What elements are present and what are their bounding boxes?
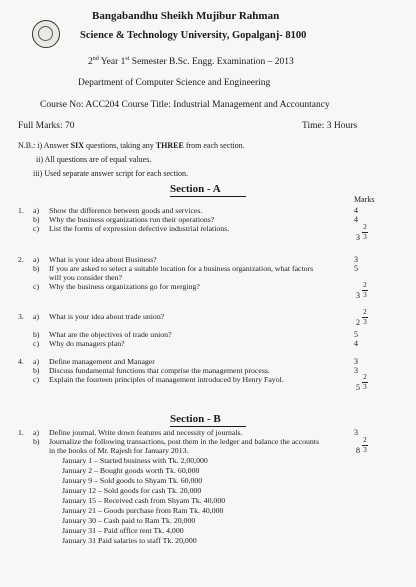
university-logo [32, 20, 60, 48]
transaction-item: January 21 – Goods purchase from Ram Tk. 40,000 [62, 506, 224, 515]
transaction-item: January 12 – Sold goods for cash Tk. 20,000 [62, 486, 202, 495]
section-b-underline [170, 426, 246, 427]
transaction-item: January 1 – Started business with Tk. 2,00,000 [62, 456, 208, 465]
mark-fraction: 2 3 [363, 281, 367, 299]
transaction-item: January 15 – Received cash from Shyam Tk. 40,000 [62, 496, 226, 505]
part-label: a) [33, 255, 40, 264]
section-b-title: Section - B [170, 413, 221, 425]
transaction-item: January 31 – Paid office rent Tk. 4,000 [62, 526, 184, 535]
mark-value: 3 [354, 255, 358, 264]
question-text: Define journal. Write down features and necessity of journals. [49, 428, 243, 437]
university-name-line1: Bangabandhu Sheikh Mujibur Rahman [92, 10, 280, 22]
question-number: 1. [18, 428, 24, 437]
part-label: b) [33, 215, 40, 224]
section-a-title: Section - A [170, 183, 221, 195]
exam-title: 2nd Year 1st Semester B.Sc. Engg. Examination – 2013 [88, 56, 294, 68]
mark-value: 4 [354, 206, 358, 215]
mark-whole: 3 [356, 233, 360, 242]
part-label: a) [33, 206, 40, 215]
note-1: N.B.: i) Answer SIX questions, taking any THREE from each section. [18, 141, 245, 150]
mark-value: 3 [354, 357, 358, 366]
question-text: What is your idea about Business? [49, 255, 157, 264]
part-label: c) [33, 224, 40, 233]
mark-value: 4 [354, 339, 358, 348]
mark-whole: 5 [356, 383, 360, 392]
mark-fraction: 2 3 [363, 436, 367, 454]
question-number: 3. [18, 312, 24, 321]
question-text: Show the difference between goods and services. [49, 206, 203, 215]
question-text-continued: will you consider then? [49, 273, 122, 282]
question-text: Define management and Manager [49, 357, 155, 366]
question-text: If you are asked to select a suitable location for a business organization, what factors [49, 264, 314, 273]
mark-whole: 2 [356, 318, 360, 327]
question-text: List the forms of expression defective industrial relations. [49, 224, 230, 233]
mark-fraction: 2 3 [363, 373, 367, 391]
part-label: b) [33, 330, 40, 339]
question-text: What is your idea about trade union? [49, 312, 165, 321]
question-number: 2. [18, 255, 24, 264]
part-label: b) [33, 366, 40, 375]
mark-value: 3 [354, 428, 358, 437]
part-label: a) [33, 357, 40, 366]
question-text: Explain the fourteen principles of management introduced by Henry Fayol. [49, 375, 284, 384]
mark-fraction: 2 3 [363, 308, 367, 326]
part-label: c) [33, 339, 40, 348]
transaction-item: January 2 – Bought goods worth Tk. 60,000 [62, 466, 200, 475]
marks-header: Marks [354, 195, 375, 204]
part-label: b) [33, 264, 40, 273]
transaction-item: January 31 Paid salaries to staff Tk. 20,000 [62, 536, 197, 545]
time-allowed: Time: 3 Hours [302, 121, 358, 131]
part-label: c) [33, 282, 40, 291]
mark-value: 3 [354, 366, 358, 375]
question-text: Journalize the following transactions, post them in the ledger and balance the accounts [49, 437, 319, 446]
transaction-item: January 30 – Cash paid to Ram Tk. 20,000 [62, 516, 196, 525]
section-a-underline [170, 196, 246, 197]
mark-fraction: 2 3 [363, 223, 367, 241]
question-number: 4. [18, 357, 24, 366]
question-text: Discuss fundamental functions that comprise the management process. [49, 366, 270, 375]
part-label: c) [33, 375, 40, 384]
part-label: a) [33, 428, 40, 437]
course-info: Course No: ACC204 Course Title: Industrial Management and Accountancy [40, 100, 330, 110]
mark-value: 5 [354, 264, 358, 273]
question-number: 1. [18, 206, 24, 215]
question-text: What are the objectives of trade union? [49, 330, 172, 339]
mark-value: 4 [354, 215, 358, 224]
university-name-line2: Science & Technology University, Gopalganj- 8100 [80, 30, 307, 41]
mark-value: 5 [354, 330, 358, 339]
note-3: iii) Used separate answer script for each section. [33, 169, 189, 178]
full-marks: Full Marks: 70 [18, 121, 75, 131]
transaction-item: January 9 – Sold goods to Shyam Tk. 60,000 [62, 476, 203, 485]
question-text-continued: in the books of Mr. Rajesh for January 2013. [49, 446, 189, 455]
part-label: a) [33, 312, 40, 321]
question-text: Why the business organizations go for merging? [49, 282, 200, 291]
part-label: b) [33, 437, 40, 446]
mark-whole: 8 [356, 446, 360, 455]
note-2: ii) All questions are of equal values. [36, 155, 152, 164]
mark-whole: 3 [356, 291, 360, 300]
question-text: Why the business organizations run their operations? [49, 215, 215, 224]
question-text: Why do managers plan? [49, 339, 125, 348]
department: Department of Computer Science and Engineering [78, 78, 271, 88]
